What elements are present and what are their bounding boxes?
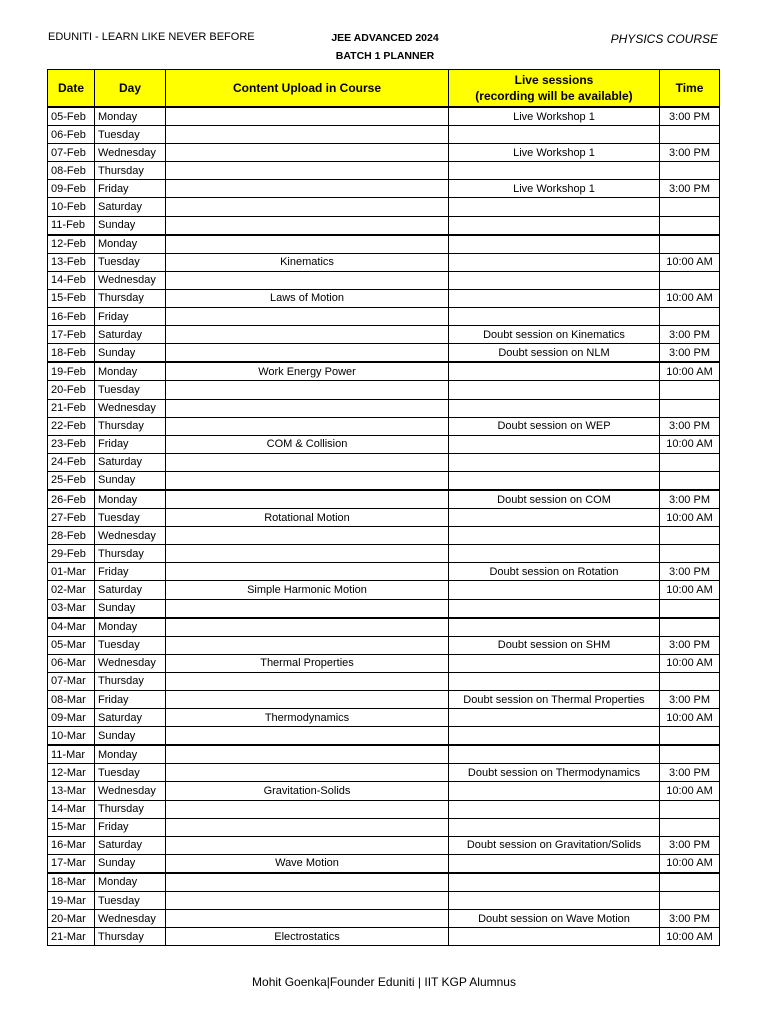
live-session-cell bbox=[449, 399, 660, 417]
content-cell: Work Energy Power bbox=[166, 362, 449, 381]
date-cell: 02-Mar bbox=[48, 581, 95, 599]
time-cell bbox=[660, 873, 720, 892]
date-cell: 26-Feb bbox=[48, 490, 95, 509]
date-cell: 06-Mar bbox=[48, 654, 95, 672]
time-cell bbox=[660, 271, 720, 289]
time-cell bbox=[660, 471, 720, 490]
live-session-cell bbox=[449, 873, 660, 892]
day-cell: Saturday bbox=[95, 326, 166, 344]
table-row bbox=[48, 892, 720, 910]
content-cell bbox=[166, 691, 449, 709]
content-cell: Thermodynamics bbox=[166, 709, 449, 727]
time-cell bbox=[660, 599, 720, 618]
day-cell: Monday bbox=[95, 107, 166, 126]
content-cell bbox=[166, 764, 449, 782]
day-cell: Wednesday bbox=[95, 910, 166, 928]
time-cell bbox=[660, 527, 720, 545]
table-row bbox=[48, 764, 720, 782]
date-cell: 10-Feb bbox=[48, 198, 95, 216]
date-cell: 24-Feb bbox=[48, 453, 95, 471]
time-cell: 3:00 PM bbox=[660, 417, 720, 435]
table-row bbox=[48, 362, 720, 381]
time-cell bbox=[660, 381, 720, 399]
content-cell bbox=[166, 873, 449, 892]
time-cell: 10:00 AM bbox=[660, 581, 720, 599]
time-cell: 10:00 AM bbox=[660, 782, 720, 800]
day-cell: Wednesday bbox=[95, 271, 166, 289]
header-brand: EDUNITI - LEARN LIKE NEVER BEFORE bbox=[48, 31, 255, 43]
time-cell bbox=[660, 216, 720, 235]
date-cell: 05-Feb bbox=[48, 107, 95, 126]
content-cell: Rotational Motion bbox=[166, 509, 449, 527]
live-session-cell bbox=[449, 599, 660, 618]
day-cell: Friday bbox=[95, 818, 166, 836]
live-session-cell bbox=[449, 527, 660, 545]
date-cell: 22-Feb bbox=[48, 417, 95, 435]
day-cell: Sunday bbox=[95, 727, 166, 746]
column-header-content: Content Upload in Course bbox=[166, 70, 449, 108]
date-cell: 16-Mar bbox=[48, 836, 95, 854]
live-header-line2: (recording will be available) bbox=[475, 89, 633, 103]
content-cell bbox=[166, 126, 449, 144]
date-cell: 11-Mar bbox=[48, 745, 95, 764]
date-cell: 29-Feb bbox=[48, 545, 95, 563]
time-cell bbox=[660, 162, 720, 180]
table-row bbox=[48, 490, 720, 509]
date-cell: 14-Mar bbox=[48, 800, 95, 818]
date-cell: 19-Feb bbox=[48, 362, 95, 381]
date-cell: 09-Mar bbox=[48, 709, 95, 727]
time-cell: 3:00 PM bbox=[660, 180, 720, 198]
live-session-cell bbox=[449, 782, 660, 800]
table-row bbox=[48, 618, 720, 637]
live-session-cell bbox=[449, 381, 660, 399]
table-row bbox=[48, 107, 720, 126]
content-cell bbox=[166, 271, 449, 289]
day-cell: Wednesday bbox=[95, 144, 166, 162]
table-row bbox=[48, 691, 720, 709]
content-cell bbox=[166, 892, 449, 910]
day-cell: Tuesday bbox=[95, 892, 166, 910]
content-cell bbox=[166, 162, 449, 180]
table-row bbox=[48, 818, 720, 836]
content-cell: COM & Collision bbox=[166, 435, 449, 453]
date-cell: 19-Mar bbox=[48, 892, 95, 910]
footer-credit: Mohit Goenka|Founder Eduniti | IIT KGP Alumnus bbox=[252, 975, 516, 989]
time-cell bbox=[660, 892, 720, 910]
table-row bbox=[48, 709, 720, 727]
table-row bbox=[48, 672, 720, 690]
table-row bbox=[48, 344, 720, 363]
content-cell bbox=[166, 417, 449, 435]
time-cell: 10:00 AM bbox=[660, 253, 720, 271]
table-row bbox=[48, 435, 720, 453]
live-session-cell bbox=[449, 818, 660, 836]
live-session-cell bbox=[449, 453, 660, 471]
content-cell bbox=[166, 308, 449, 326]
table-row bbox=[48, 509, 720, 527]
date-cell: 16-Feb bbox=[48, 308, 95, 326]
date-cell: 01-Mar bbox=[48, 563, 95, 581]
day-cell: Saturday bbox=[95, 709, 166, 727]
live-session-cell: Doubt session on COM bbox=[449, 490, 660, 509]
date-cell: 15-Feb bbox=[48, 289, 95, 307]
header-title bbox=[300, 29, 470, 65]
table-row bbox=[48, 654, 720, 672]
day-cell: Friday bbox=[95, 435, 166, 453]
time-cell bbox=[660, 745, 720, 764]
content-cell bbox=[166, 636, 449, 654]
content-cell: Kinematics bbox=[166, 253, 449, 271]
time-cell bbox=[660, 800, 720, 818]
live-session-cell bbox=[449, 362, 660, 381]
column-header-time: Time bbox=[660, 70, 720, 108]
day-cell: Friday bbox=[95, 180, 166, 198]
live-session-cell: Doubt session on Thermodynamics bbox=[449, 764, 660, 782]
time-cell bbox=[660, 308, 720, 326]
day-cell: Thursday bbox=[95, 672, 166, 690]
time-cell bbox=[660, 672, 720, 690]
time-cell: 3:00 PM bbox=[660, 910, 720, 928]
day-cell: Tuesday bbox=[95, 126, 166, 144]
day-cell: Sunday bbox=[95, 471, 166, 490]
live-session-cell bbox=[449, 216, 660, 235]
live-session-cell bbox=[449, 471, 660, 490]
date-cell: 20-Mar bbox=[48, 910, 95, 928]
table-header-row bbox=[48, 70, 720, 108]
live-session-cell: Live Workshop 1 bbox=[449, 144, 660, 162]
time-cell: 10:00 AM bbox=[660, 435, 720, 453]
live-session-cell: Live Workshop 1 bbox=[449, 107, 660, 126]
content-cell bbox=[166, 599, 449, 618]
table-row bbox=[48, 745, 720, 764]
table-row bbox=[48, 235, 720, 254]
day-cell: Tuesday bbox=[95, 253, 166, 271]
live-session-cell: Doubt session on WEP bbox=[449, 417, 660, 435]
date-cell: 21-Mar bbox=[48, 928, 95, 946]
table-row bbox=[48, 399, 720, 417]
planner-body bbox=[48, 107, 720, 946]
live-session-cell bbox=[449, 271, 660, 289]
live-session-cell bbox=[449, 435, 660, 453]
live-session-cell bbox=[449, 709, 660, 727]
day-cell: Monday bbox=[95, 618, 166, 637]
date-cell: 12-Feb bbox=[48, 235, 95, 254]
table-row bbox=[48, 326, 720, 344]
table-row bbox=[48, 527, 720, 545]
table-row bbox=[48, 599, 720, 618]
date-cell: 18-Mar bbox=[48, 873, 95, 892]
live-session-cell bbox=[449, 618, 660, 637]
table-row bbox=[48, 910, 720, 928]
date-cell: 21-Feb bbox=[48, 399, 95, 417]
table-row bbox=[48, 563, 720, 581]
table-row bbox=[48, 126, 720, 144]
table-row bbox=[48, 782, 720, 800]
date-cell: 25-Feb bbox=[48, 471, 95, 490]
date-cell: 09-Feb bbox=[48, 180, 95, 198]
header-course: PHYSICS COURSE bbox=[610, 32, 718, 46]
date-cell: 17-Feb bbox=[48, 326, 95, 344]
day-cell: Sunday bbox=[95, 216, 166, 235]
date-cell: 04-Mar bbox=[48, 618, 95, 637]
content-cell: Laws of Motion bbox=[166, 289, 449, 307]
live-session-cell bbox=[449, 308, 660, 326]
day-cell: Wednesday bbox=[95, 527, 166, 545]
date-cell: 14-Feb bbox=[48, 271, 95, 289]
live-session-cell: Doubt session on Gravitation/Solids bbox=[449, 836, 660, 854]
day-cell: Thursday bbox=[95, 800, 166, 818]
day-cell: Tuesday bbox=[95, 381, 166, 399]
time-cell: 10:00 AM bbox=[660, 854, 720, 873]
time-cell: 3:00 PM bbox=[660, 836, 720, 854]
table-row bbox=[48, 144, 720, 162]
time-cell: 3:00 PM bbox=[660, 107, 720, 126]
day-cell: Thursday bbox=[95, 289, 166, 307]
day-cell: Friday bbox=[95, 308, 166, 326]
content-cell bbox=[166, 727, 449, 746]
table-row bbox=[48, 162, 720, 180]
time-cell: 3:00 PM bbox=[660, 764, 720, 782]
date-cell: 11-Feb bbox=[48, 216, 95, 235]
date-cell: 06-Feb bbox=[48, 126, 95, 144]
column-header-live-sessions bbox=[449, 70, 660, 108]
time-cell: 10:00 AM bbox=[660, 654, 720, 672]
time-cell bbox=[660, 545, 720, 563]
table-row bbox=[48, 928, 720, 946]
content-cell bbox=[166, 107, 449, 126]
live-session-cell: Doubt session on Wave Motion bbox=[449, 910, 660, 928]
time-cell: 10:00 AM bbox=[660, 362, 720, 381]
date-cell: 08-Feb bbox=[48, 162, 95, 180]
table-row bbox=[48, 381, 720, 399]
live-session-cell bbox=[449, 581, 660, 599]
header-title-line2: BATCH 1 PLANNER bbox=[335, 50, 435, 62]
time-cell: 10:00 AM bbox=[660, 928, 720, 946]
content-cell bbox=[166, 198, 449, 216]
day-cell: Thursday bbox=[95, 928, 166, 946]
time-cell bbox=[660, 235, 720, 254]
table-row bbox=[48, 636, 720, 654]
date-cell: 12-Mar bbox=[48, 764, 95, 782]
live-session-cell bbox=[449, 235, 660, 254]
table-row bbox=[48, 271, 720, 289]
content-cell bbox=[166, 836, 449, 854]
date-cell: 18-Feb bbox=[48, 344, 95, 363]
content-cell bbox=[166, 545, 449, 563]
content-cell: Thermal Properties bbox=[166, 654, 449, 672]
day-cell: Sunday bbox=[95, 344, 166, 363]
content-cell bbox=[166, 471, 449, 490]
table-row bbox=[48, 417, 720, 435]
live-session-cell bbox=[449, 162, 660, 180]
table-row bbox=[48, 253, 720, 271]
day-cell: Thursday bbox=[95, 545, 166, 563]
header-title-line1: JEE ADVANCED 2024 bbox=[331, 32, 439, 44]
content-cell bbox=[166, 344, 449, 363]
table-row bbox=[48, 216, 720, 235]
live-session-cell bbox=[449, 289, 660, 307]
date-cell: 23-Feb bbox=[48, 435, 95, 453]
day-cell: Wednesday bbox=[95, 782, 166, 800]
content-cell bbox=[166, 326, 449, 344]
live-session-cell bbox=[449, 727, 660, 746]
content-cell: Simple Harmonic Motion bbox=[166, 581, 449, 599]
column-header-day: Day bbox=[95, 70, 166, 108]
time-cell: 3:00 PM bbox=[660, 490, 720, 509]
content-cell bbox=[166, 672, 449, 690]
table-row bbox=[48, 180, 720, 198]
date-cell: 28-Feb bbox=[48, 527, 95, 545]
content-cell bbox=[166, 563, 449, 581]
table-row bbox=[48, 545, 720, 563]
date-cell: 20-Feb bbox=[48, 381, 95, 399]
live-session-cell bbox=[449, 854, 660, 873]
time-cell: 3:00 PM bbox=[660, 344, 720, 363]
day-cell: Monday bbox=[95, 362, 166, 381]
content-cell bbox=[166, 490, 449, 509]
content-cell bbox=[166, 144, 449, 162]
day-cell: Saturday bbox=[95, 453, 166, 471]
content-cell bbox=[166, 818, 449, 836]
table-row bbox=[48, 727, 720, 746]
table-row bbox=[48, 289, 720, 307]
date-cell: 13-Mar bbox=[48, 782, 95, 800]
time-cell bbox=[660, 198, 720, 216]
day-cell: Sunday bbox=[95, 854, 166, 873]
day-cell: Wednesday bbox=[95, 654, 166, 672]
day-cell: Wednesday bbox=[95, 399, 166, 417]
time-cell bbox=[660, 453, 720, 471]
date-cell: 07-Feb bbox=[48, 144, 95, 162]
time-cell: 3:00 PM bbox=[660, 636, 720, 654]
table-row bbox=[48, 471, 720, 490]
column-header-date: Date bbox=[48, 70, 95, 108]
table-row bbox=[48, 198, 720, 216]
live-session-cell: Doubt session on Thermal Properties bbox=[449, 691, 660, 709]
time-cell bbox=[660, 618, 720, 637]
day-cell: Monday bbox=[95, 235, 166, 254]
day-cell: Monday bbox=[95, 873, 166, 892]
live-session-cell bbox=[449, 745, 660, 764]
live-session-cell bbox=[449, 892, 660, 910]
day-cell: Saturday bbox=[95, 836, 166, 854]
content-cell bbox=[166, 399, 449, 417]
time-cell: 3:00 PM bbox=[660, 563, 720, 581]
live-session-cell bbox=[449, 126, 660, 144]
content-cell bbox=[166, 453, 449, 471]
live-session-cell bbox=[449, 545, 660, 563]
day-cell: Tuesday bbox=[95, 764, 166, 782]
date-cell: 03-Mar bbox=[48, 599, 95, 618]
day-cell: Tuesday bbox=[95, 509, 166, 527]
content-cell bbox=[166, 235, 449, 254]
date-cell: 05-Mar bbox=[48, 636, 95, 654]
date-cell: 08-Mar bbox=[48, 691, 95, 709]
content-cell bbox=[166, 745, 449, 764]
date-cell: 10-Mar bbox=[48, 727, 95, 746]
day-cell: Friday bbox=[95, 691, 166, 709]
content-cell bbox=[166, 618, 449, 637]
live-session-cell bbox=[449, 800, 660, 818]
day-cell: Sunday bbox=[95, 599, 166, 618]
live-session-cell: Doubt session on NLM bbox=[449, 344, 660, 363]
day-cell: Friday bbox=[95, 563, 166, 581]
content-cell bbox=[166, 180, 449, 198]
live-session-cell: Live Workshop 1 bbox=[449, 180, 660, 198]
day-cell: Monday bbox=[95, 745, 166, 764]
live-session-cell bbox=[449, 253, 660, 271]
day-cell: Saturday bbox=[95, 581, 166, 599]
content-cell: Gravitation-Solids bbox=[166, 782, 449, 800]
time-cell: 10:00 AM bbox=[660, 289, 720, 307]
live-session-cell bbox=[449, 672, 660, 690]
table-row bbox=[48, 800, 720, 818]
content-cell bbox=[166, 216, 449, 235]
content-cell bbox=[166, 381, 449, 399]
content-cell bbox=[166, 800, 449, 818]
time-cell bbox=[660, 126, 720, 144]
time-cell bbox=[660, 818, 720, 836]
table-row bbox=[48, 836, 720, 854]
day-cell: Thursday bbox=[95, 417, 166, 435]
time-cell: 10:00 AM bbox=[660, 709, 720, 727]
day-cell: Thursday bbox=[95, 162, 166, 180]
time-cell bbox=[660, 727, 720, 746]
time-cell: 10:00 AM bbox=[660, 509, 720, 527]
date-cell: 15-Mar bbox=[48, 818, 95, 836]
content-cell bbox=[166, 910, 449, 928]
content-cell: Electrostatics bbox=[166, 928, 449, 946]
table-row bbox=[48, 453, 720, 471]
live-session-cell bbox=[449, 928, 660, 946]
date-cell: 13-Feb bbox=[48, 253, 95, 271]
date-cell: 27-Feb bbox=[48, 509, 95, 527]
live-header-line1: Live sessions bbox=[514, 73, 594, 87]
time-cell: 3:00 PM bbox=[660, 326, 720, 344]
live-session-cell: Doubt session on Rotation bbox=[449, 563, 660, 581]
date-cell: 07-Mar bbox=[48, 672, 95, 690]
day-cell: Tuesday bbox=[95, 636, 166, 654]
content-cell bbox=[166, 527, 449, 545]
table-row bbox=[48, 308, 720, 326]
date-cell: 17-Mar bbox=[48, 854, 95, 873]
live-session-cell: Doubt session on Kinematics bbox=[449, 326, 660, 344]
time-cell: 3:00 PM bbox=[660, 144, 720, 162]
planner-table bbox=[47, 69, 720, 946]
table-row bbox=[48, 873, 720, 892]
day-cell: Monday bbox=[95, 490, 166, 509]
time-cell: 3:00 PM bbox=[660, 691, 720, 709]
time-cell bbox=[660, 399, 720, 417]
day-cell: Saturday bbox=[95, 198, 166, 216]
live-session-cell bbox=[449, 198, 660, 216]
table-row bbox=[48, 854, 720, 873]
table-row bbox=[48, 581, 720, 599]
content-cell: Wave Motion bbox=[166, 854, 449, 873]
live-session-cell: Doubt session on SHM bbox=[449, 636, 660, 654]
live-session-cell bbox=[449, 509, 660, 527]
live-session-cell bbox=[449, 654, 660, 672]
